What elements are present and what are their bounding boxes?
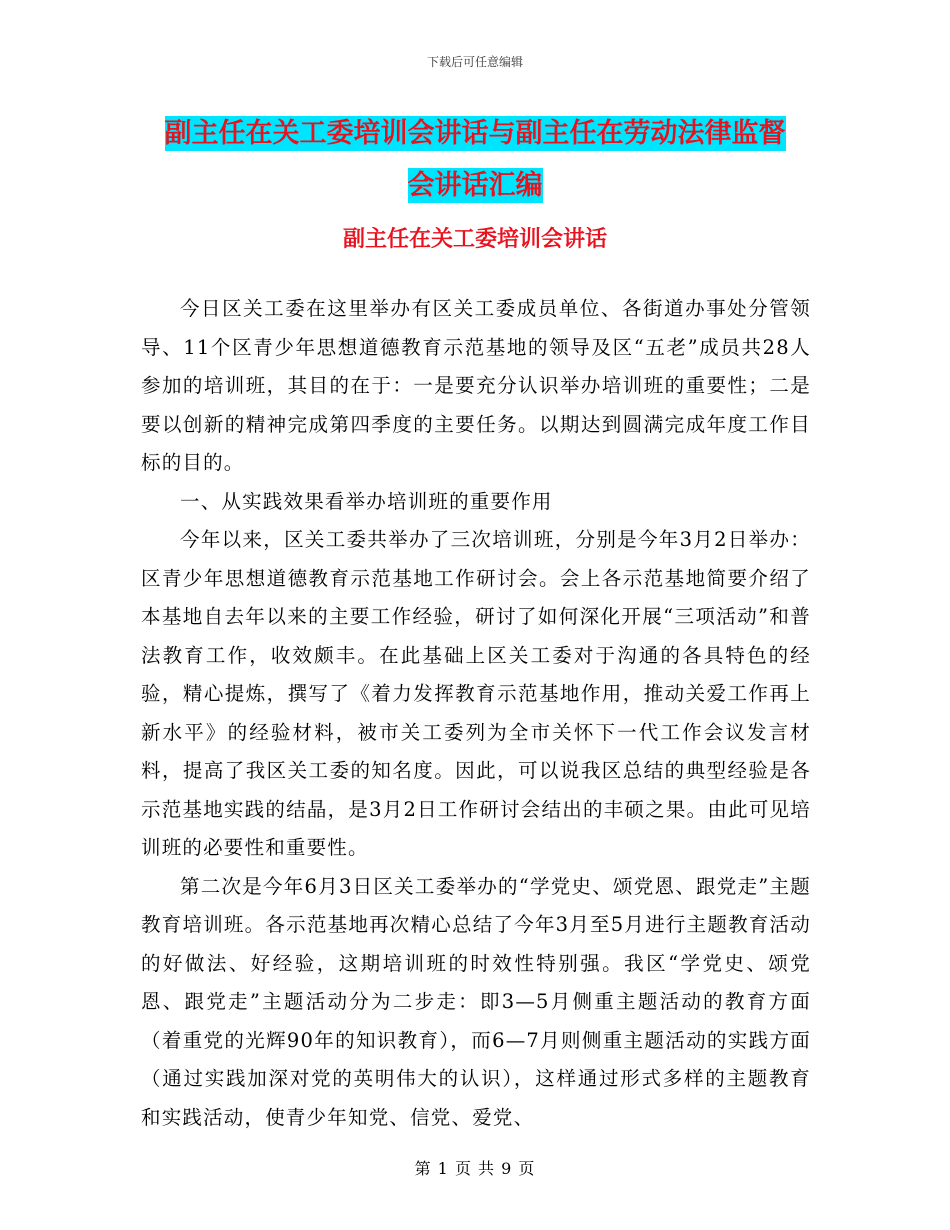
- page-header-note: 下载后可任意编辑: [426, 55, 523, 69]
- paragraph-1: 今日区关工委在这里举办有区关工委成员单位、各街道办事处分管领导、11个区青少年思想道德教育示范基地的领导及区“五老”成员共28人参加的培训班，其目的在于：一是要充分认识举办培训班的重要性；二是要以创新的精神完成第四季度的主要任务。以期达到圆满完成年度工作目标的目的。: [141, 297, 811, 474]
- document-title: [140, 108, 810, 212]
- body-text: [141, 290, 811, 1137]
- paragraph-heading: 一、从实践效果看举办培训班的重要作用: [180, 489, 553, 513]
- page-number-footer: 第 1 页 共 9 页: [414, 1159, 536, 1178]
- paragraph-3: 第二次是今年6月3日区关工委举办的“学党史、颂党恩、跟党走”主题教育培训班。各示范基地再次精心总结了今年3月至5月进行主题教育活动的好做法、好经验，这期培训班的时效性特别强。我区“学党史、颂党恩、跟党走”主题活动分为二步走：即3—5月侧重主题活动的教育方面（着重党的光辉90年的知识教育），而6—7月则侧重主题活动的实践方面（通过实践加深对党的英明伟大的认识），这样通过形式多样的主题教育和实践活动，使青少年知党、信党、爱党、: [141, 874, 811, 1129]
- document-title-line-2: 会讲话汇编: [407, 170, 543, 201]
- section-title: 副主任在关工委培训会讲话: [342, 227, 607, 252]
- paragraph-2: 今年以来，区关工委共举办了三次培训班，分别是今年3月2日举办：区青少年思想道德教育示范基地工作研讨会。会上各示范基地简要介绍了本基地自去年以来的主要工作经验，研讨了如何深化开展“三项活动”和普法教育工作，收效颇丰。在此基础上区关工委对于沟通的各具特色的经验，精心提炼，撰写了《着力发挥教育示范基地作用，推动关爱工作再上新水平》的经验材料，被市关工委列为全市关怀下一代工作会议发言材料，提高了我区关工委的知名度。因此，可以说我区总结的典型经验是各示范基地实践的结晶，是3月2日工作研讨会结出的丰硕之果。由此可见培训班的必要性和重要性。: [141, 528, 811, 859]
- document-title-line-1: 副主任在关工委培训会讲话与副主任在劳动法律监督: [164, 118, 786, 149]
